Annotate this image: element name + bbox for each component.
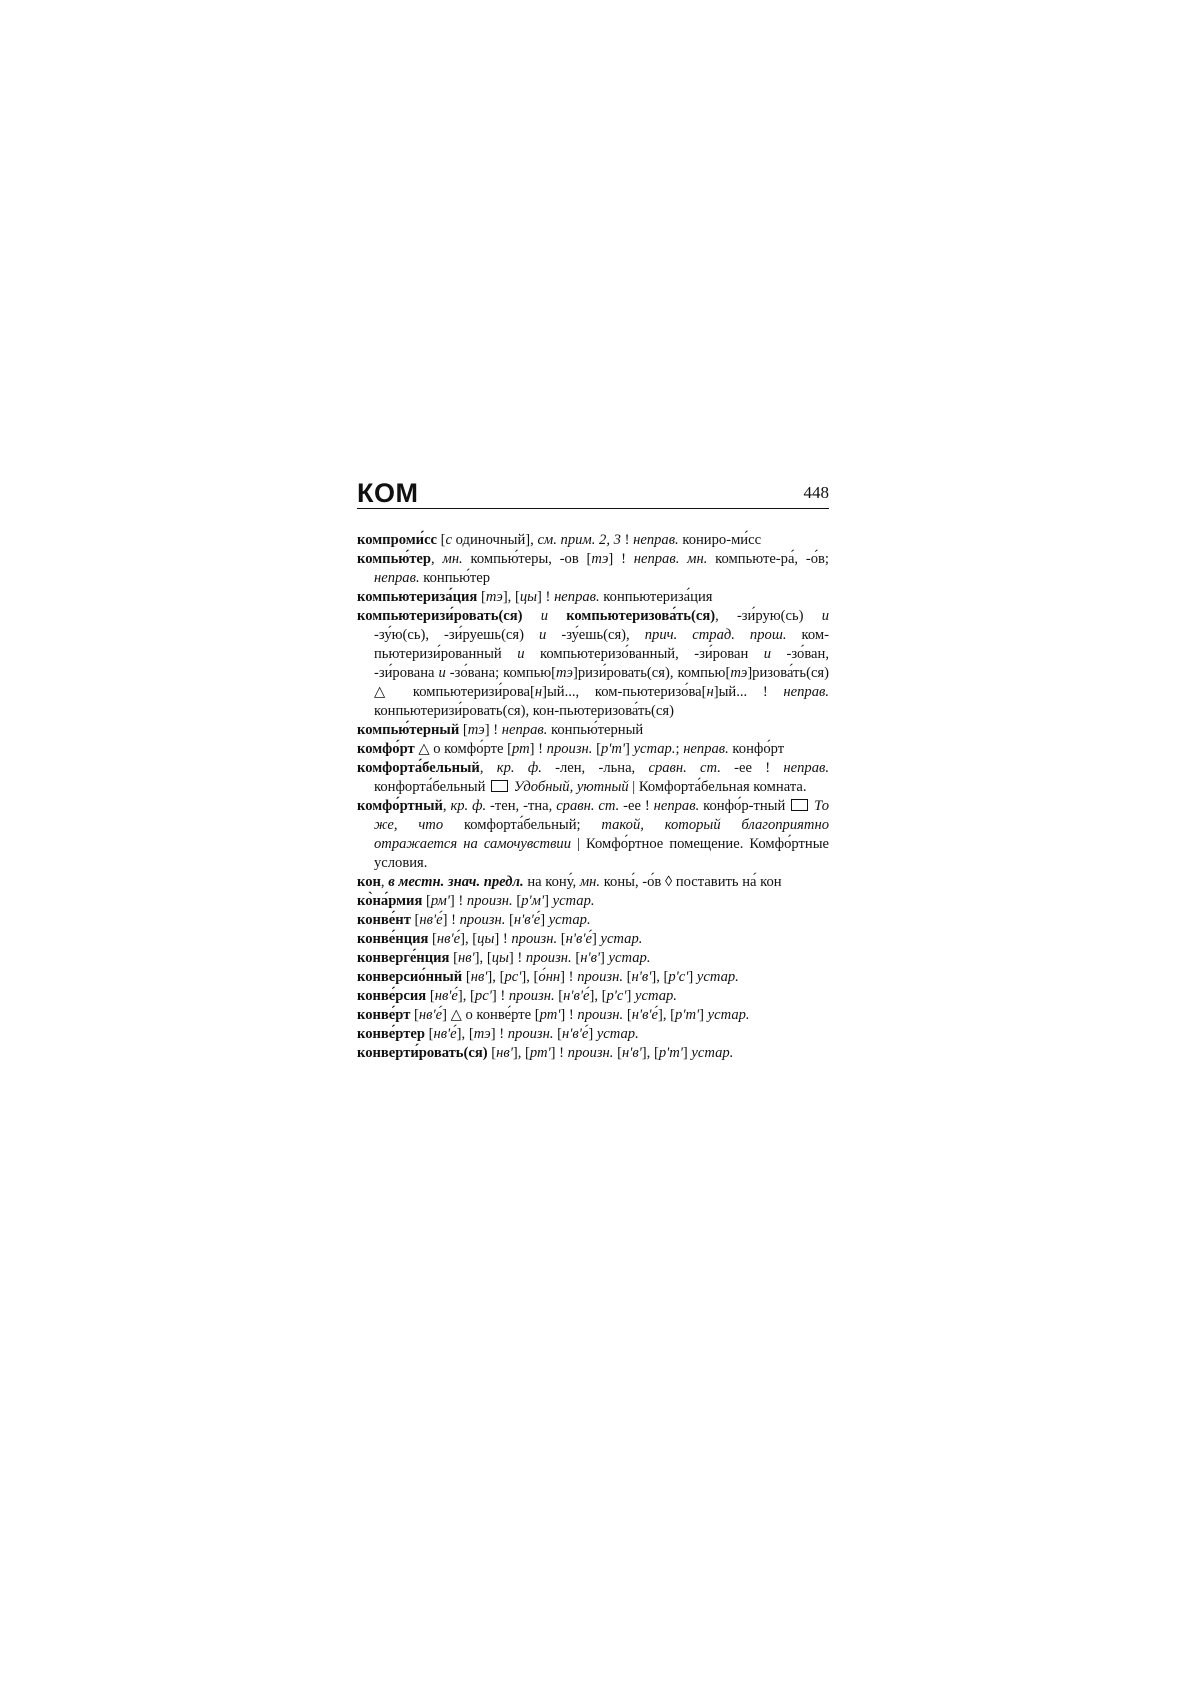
entry-label: То же, что <box>374 798 829 833</box>
entry-text: ] <box>625 741 634 757</box>
entry-konarmiya <box>357 892 829 911</box>
entry-text: ] ! <box>484 722 502 738</box>
entry-label: в местн. знач. предл. <box>388 874 524 890</box>
entry-text: ], [ <box>474 950 492 966</box>
entry-text: [ <box>410 1007 419 1023</box>
entry-label: устар. <box>552 893 595 909</box>
entry-label: тэ <box>473 1026 491 1042</box>
headword: комфорта́бельный <box>357 760 480 776</box>
entry-label: с <box>445 532 453 548</box>
entry-label: неправ. <box>501 722 548 738</box>
entry-label: и <box>438 665 446 681</box>
entry-label: произн. <box>525 950 572 966</box>
entry-label: рт <box>511 741 530 757</box>
entry-text: ] ! <box>529 741 547 757</box>
entry-label: и <box>517 646 525 662</box>
entry-label: нв'е́ <box>434 988 458 1004</box>
entry-label: р'м' <box>521 893 545 909</box>
entry-label: неправ. <box>374 570 420 586</box>
entry-text: ], [ <box>651 969 669 985</box>
entry-label: и <box>539 627 547 643</box>
entry-kompyuter <box>357 550 829 588</box>
entry-label: произн. <box>577 1007 624 1023</box>
entry-label: неправ. <box>683 741 729 757</box>
entry-label: тэ <box>591 551 609 567</box>
entry-label: прич. страд. прош. <box>644 627 787 643</box>
entry-label: неправ. мн. <box>633 551 708 567</box>
entry-text: ], [ <box>502 589 520 605</box>
entry-text: [ <box>487 1045 497 1061</box>
entry-label: такой, который благоприятно отражается на самочувствии <box>374 817 829 852</box>
running-head-word: КОМ <box>357 478 419 508</box>
headword: комфо́рт <box>357 741 415 757</box>
headword: конве́нция <box>357 931 429 947</box>
headword: компью́терный <box>357 722 460 738</box>
entry-text: ] <box>600 950 609 966</box>
headword: компроми́сс <box>357 532 438 548</box>
entry-label: р'с' <box>668 969 689 985</box>
entry-label: н <box>534 684 543 700</box>
entry-text: компьюте-ра́, -о́в; <box>707 551 829 567</box>
entry-text: ] <box>682 1045 692 1061</box>
dictionary-entries <box>357 531 829 1063</box>
entry-label: н'в'е́ <box>631 1007 658 1023</box>
entry-label: цы <box>519 589 538 605</box>
entry-label: н <box>706 684 714 700</box>
entry-label: нв' <box>496 1045 513 1061</box>
entry-text: ] ! <box>494 931 512 947</box>
entry-text: [ <box>462 969 471 985</box>
entry-text: -зо́вана; компью[ <box>445 665 556 681</box>
headword: ко̀на́рмия <box>357 893 423 909</box>
entry-label: рс' <box>504 969 522 985</box>
entry-text: ] ! <box>490 1026 508 1042</box>
entry-label: устар. <box>608 950 651 966</box>
entry-label: устар. <box>548 912 591 928</box>
headword: конве́нт <box>357 912 411 928</box>
entry-label: р'т' <box>600 741 626 757</box>
entry-text: ; <box>675 741 684 757</box>
entry-text: ] ! <box>537 589 555 605</box>
entry-text: конфо́рт <box>728 741 785 757</box>
headword: конверге́нция <box>357 950 450 966</box>
entry-text: ] <box>699 1007 708 1023</box>
entry-konventsiya <box>357 930 829 949</box>
entry-text: -зо́ван, -зи́рована <box>374 646 829 681</box>
entry-text: ] ! <box>449 893 467 909</box>
entry-konvergentsiya <box>357 949 829 968</box>
entry-komfort <box>357 740 829 759</box>
entry-text: конпьютеризи́ровать(ся), кон-пьютеризова́ть(ся) <box>374 703 674 719</box>
entry-text: комфорта́бельный; <box>443 817 602 833</box>
headword: комфо́ртный <box>357 798 443 814</box>
entry-label: рт' <box>539 1007 561 1023</box>
entry-text: компью́теры, -ов [ <box>462 551 592 567</box>
entry-text: [ <box>424 1026 434 1042</box>
entry-text: конпью́терный <box>547 722 644 738</box>
headword: конве́рсия <box>357 988 427 1004</box>
entry-label: произн. <box>459 912 506 928</box>
entry-label: н'в'е́ <box>563 988 590 1004</box>
entry-text: ], [ <box>457 988 475 1004</box>
entry-text: , <box>442 798 451 814</box>
entry-label: р'т' <box>675 1007 700 1023</box>
entry-text: ] <box>688 969 697 985</box>
entry-label: н'в'е́ <box>565 931 592 947</box>
entry-text: ]ризова́ть(ся) △ компьютеризи́рова[ <box>374 665 829 700</box>
entry-label: произн. <box>577 969 623 985</box>
entry-label: н'в' <box>631 969 652 985</box>
entry-text: ], [ <box>658 1007 676 1023</box>
entry-label: см. прим. 2, 3 <box>537 532 621 548</box>
entry-label: нв' <box>457 950 475 966</box>
entry-text: кониро-ми́сс <box>678 532 762 548</box>
entry-label: сравн. ст. <box>556 798 620 814</box>
entry-text: ! <box>620 532 634 548</box>
entry-text: ], [ <box>641 1045 659 1061</box>
entry-label: р'т' <box>658 1045 683 1061</box>
entry-text: ], [ <box>487 969 505 985</box>
entry-text: на кону́, <box>523 874 580 890</box>
entry-text: ] <box>540 912 549 928</box>
headword: конверти́ровать(ся) <box>357 1045 488 1061</box>
entry-label: нв'е́ <box>436 931 461 947</box>
entry-text: коны́, -о́в ◊ поставить на́ кон <box>600 874 782 890</box>
entry-label: кр. ф. <box>450 798 487 814</box>
entry-label: рт' <box>529 1045 551 1061</box>
entry-text: [ <box>437 532 446 548</box>
entry-text: -ее ! <box>619 798 654 814</box>
entry-label: рс' <box>474 988 492 1004</box>
entry-text: ]ый... ! <box>713 684 784 700</box>
entry-label: произн. <box>546 741 593 757</box>
entry-komfortabelnyi <box>357 759 829 797</box>
entry-label: произн. <box>507 1026 554 1042</box>
entry-text <box>523 608 541 624</box>
entry-label: тэ <box>467 722 485 738</box>
entry-konverter <box>357 1025 829 1044</box>
headword: конве́рт <box>357 1007 411 1023</box>
entry-text: [ <box>477 589 486 605</box>
entry-text: △ о комфо́рте [ <box>414 741 512 757</box>
entry-text: ], [ <box>456 1026 474 1042</box>
entry-label: произн. <box>567 1045 614 1061</box>
entry-text: ] <box>588 1026 597 1042</box>
entry-label: неправ. <box>554 589 600 605</box>
entry-text: [ <box>410 912 420 928</box>
entry-text: -лен, -льна, <box>541 760 649 776</box>
entry-label: рм' <box>430 893 450 909</box>
entry-text: ] <box>591 931 601 947</box>
entry-label: цы <box>491 950 509 966</box>
entry-text: [ <box>426 988 435 1004</box>
entry-text: , -зи́рую(сь) <box>715 608 822 624</box>
entry-konvent <box>357 911 829 930</box>
entry-label: устар. <box>707 1007 750 1023</box>
entry-label: н'в' <box>580 950 601 966</box>
entry-text: ] ! <box>442 912 460 928</box>
entry-label: тэ <box>555 665 573 681</box>
entry-text: [ <box>592 741 601 757</box>
entry-text: | Комфорта́бельная комната. <box>628 779 807 795</box>
entry-label: неправ. <box>783 760 830 776</box>
entry-label: н'в' <box>621 1045 642 1061</box>
entry-text: конфорта́бельный <box>374 779 490 795</box>
entry-label: устар. <box>696 969 739 985</box>
entry-text: конпьютериза́ция <box>599 589 713 605</box>
entry-label: н'в'е́ <box>513 912 541 928</box>
entry-kompromiss <box>357 531 829 550</box>
entry-kompyuterizatsiya <box>357 588 829 607</box>
entry-label: устар. <box>691 1045 734 1061</box>
entry-konversiya <box>357 987 829 1006</box>
entry-label: произн. <box>508 988 555 1004</box>
headword: компьютериза́ция <box>357 589 478 605</box>
headword: кон <box>357 874 381 890</box>
entry-text: ] <box>626 988 636 1004</box>
entry-text: [ <box>622 969 632 985</box>
entry-text <box>548 608 566 624</box>
entry-label: неправ. <box>633 532 679 548</box>
entry-label: н'в'е́ <box>562 1026 589 1042</box>
entry-text: , <box>431 551 443 567</box>
headword: компьютеризова́ть(ся) <box>566 608 716 624</box>
entry-text: ] ! <box>560 1007 578 1023</box>
entry-text: ] ! <box>608 551 634 567</box>
page-number: 448 <box>803 483 829 502</box>
entry-text: ], [ <box>460 931 478 947</box>
entry-label: тэ <box>485 589 503 605</box>
entry-text: ], [ <box>512 1045 530 1061</box>
entry-text: [ <box>459 722 468 738</box>
entry-label: сравн. ст. <box>648 760 721 776</box>
entry-text: [ <box>553 1026 563 1042</box>
entry-label: нв'е́ <box>419 912 443 928</box>
entry-label: р'с' <box>606 988 627 1004</box>
entry-text: ] ! <box>560 969 578 985</box>
entry-text: ], [ <box>521 969 539 985</box>
entry-text: ] ! <box>508 950 526 966</box>
entry-text: компьютеризо́ванный, -зи́рован <box>524 646 764 662</box>
entry-konversionnyi <box>357 968 829 987</box>
entry-text: -зу́ю(сь), -зи́руешь(ся) <box>374 627 540 643</box>
entry-text: [ <box>557 931 566 947</box>
definition-box-icon <box>791 799 808 811</box>
entry-text: , <box>479 760 497 776</box>
entry-label: произн. <box>511 931 558 947</box>
entry-label: мн. <box>442 551 463 567</box>
entry-text: ], [ <box>589 988 607 1004</box>
entry-text: | Комфо́ртное помещение. Комфо́ртные условия. <box>374 836 829 871</box>
headword: компьютеризи́ровать(ся) <box>357 608 523 624</box>
entry-label: неправ. <box>783 684 829 700</box>
entry-label: и <box>763 646 772 662</box>
entry-text: [ <box>422 893 431 909</box>
entry-label: устар. <box>633 741 676 757</box>
entry-text: ] ! <box>550 1045 568 1061</box>
entry-text: [ <box>554 988 564 1004</box>
entry-text: -тен, -тна, <box>486 798 557 814</box>
entry-text: [ <box>512 893 522 909</box>
entry-label: устар. <box>600 931 643 947</box>
entry-text: ]ый..., ком-пьютеризо́ва[ <box>542 684 707 700</box>
entry-label: Удобный, уютный <box>513 779 629 795</box>
entry-text: конфо́р-тный <box>699 798 790 814</box>
page-header <box>357 478 829 508</box>
entry-label: мн. <box>579 874 601 890</box>
entry-text: ] △ о конве́рте [ <box>442 1007 540 1023</box>
headword: компью́тер <box>357 551 432 567</box>
entry-label: и <box>821 608 829 624</box>
entry-text: [ <box>571 950 581 966</box>
entry-konvert <box>357 1006 829 1025</box>
entry-label: нв'е́ <box>433 1026 457 1042</box>
entry-label: устар. <box>635 988 677 1004</box>
header-rule <box>357 508 829 509</box>
entry-text: [ <box>428 931 437 947</box>
entry-label: устар. <box>596 1026 639 1042</box>
definition-box-icon <box>491 780 508 792</box>
entry-label: нв'е́ <box>418 1007 443 1023</box>
entry-text: конпью́тер <box>419 570 491 586</box>
entry-label: цы <box>477 931 495 947</box>
entry-text: ] <box>544 893 553 909</box>
entry-kompyuternyi <box>357 721 829 740</box>
entry-label: произн. <box>466 893 513 909</box>
entry-text: ком-пьютеризи́рованный <box>374 627 829 662</box>
entry-text: -ее ! <box>720 760 784 776</box>
entry-text: [ <box>623 1007 632 1023</box>
entry-text: [ <box>505 912 514 928</box>
entry-label: неправ. <box>653 798 700 814</box>
headword: конверсио́нный <box>357 969 463 985</box>
entry-label: о́нн <box>538 969 561 985</box>
entry-konvertirovat <box>357 1044 829 1063</box>
entry-label: и <box>540 608 549 624</box>
entry-text: [ <box>449 950 458 966</box>
entry-text: [ <box>613 1045 622 1061</box>
entry-kompyuterizirovat <box>357 607 829 721</box>
entry-komfortnyi <box>357 797 829 873</box>
entry-text: , <box>380 874 389 890</box>
entry-text: ]ризи́ровать(ся), компью[ <box>572 665 731 681</box>
entry-label: тэ <box>730 665 748 681</box>
entry-text: -зу́ешь(ся), <box>546 627 645 643</box>
entry-label: кр. ф. <box>496 760 542 776</box>
entry-label: нв' <box>470 969 488 985</box>
entry-text: одиночный], <box>452 532 538 548</box>
entry-text: ] ! <box>491 988 509 1004</box>
headword: конве́ртер <box>357 1026 425 1042</box>
entry-kon <box>357 873 829 892</box>
